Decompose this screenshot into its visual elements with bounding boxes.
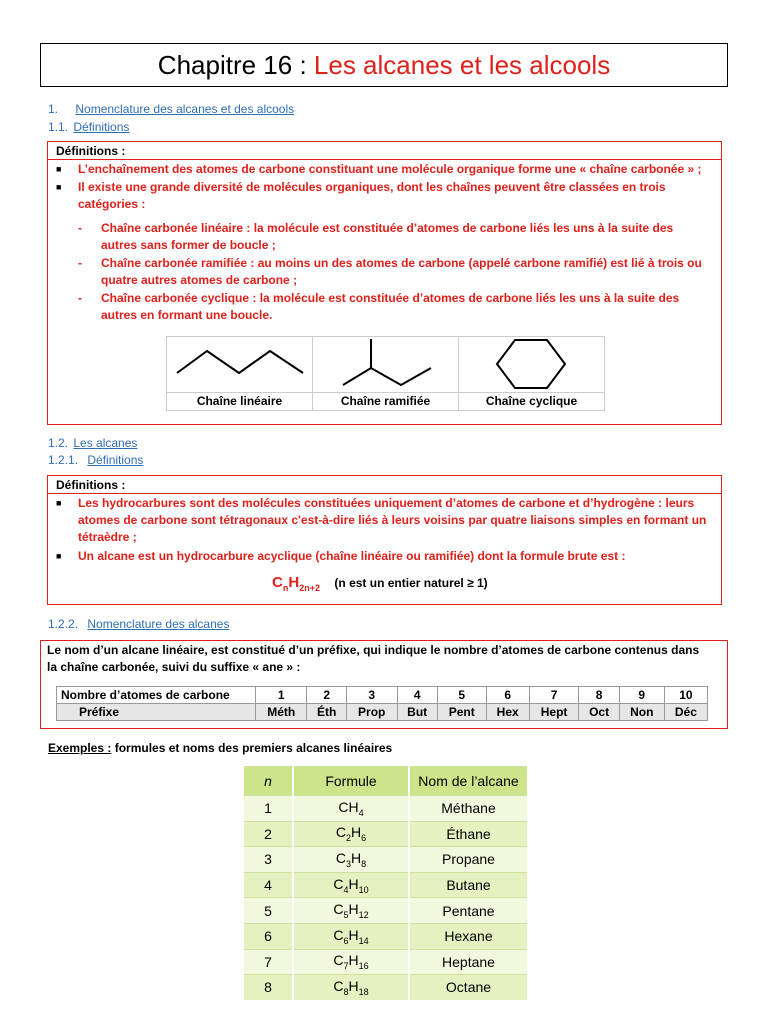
- formula-symbol: H: [348, 798, 359, 815]
- divider: [167, 392, 604, 393]
- n-cell: 7: [244, 949, 293, 975]
- formula-subscript: 16: [358, 961, 369, 972]
- def-text: autres en formant une boucle.: [101, 308, 273, 322]
- table-row: [244, 898, 527, 924]
- prefix-cell: Hept: [529, 704, 579, 721]
- formula-subscript: 4: [343, 884, 349, 895]
- formula-subscript: 6: [343, 935, 349, 946]
- prefix-table-row: [57, 704, 708, 721]
- formula-symbol: C: [335, 824, 346, 841]
- examples-text: formules et noms des premiers alcanes linéaires: [111, 741, 393, 755]
- name-cell: Octane: [409, 975, 527, 1000]
- n-cell: 2: [244, 821, 293, 847]
- bullet-icon: ■: [56, 164, 62, 174]
- bullet-icon: ■: [56, 551, 62, 561]
- name-cell: Heptane: [409, 949, 527, 975]
- section-label: Les alcanes: [73, 436, 138, 450]
- section-1-2-heading: [48, 436, 137, 451]
- section-number: 1.2.1.: [48, 453, 79, 467]
- name-cell: Hexane: [409, 923, 527, 949]
- prefix-cell: Méth: [256, 704, 307, 721]
- formula-cell: [293, 923, 409, 949]
- formula-symbol: C: [333, 901, 344, 918]
- carbon-count-cell: 10: [664, 687, 707, 704]
- table-row: [244, 796, 527, 822]
- carbon-count-cell: 8: [579, 687, 619, 704]
- prefix-table-row: [57, 687, 708, 704]
- formula-symbol: H: [288, 574, 300, 591]
- n-cell: 3: [244, 847, 293, 873]
- nomenclature-text: la chaîne carbonée, suivi du suffixe « ane » :: [47, 660, 301, 674]
- formula-subscript: 5: [343, 910, 349, 921]
- n-cell: 4: [244, 872, 293, 898]
- header-formula: Formule: [293, 767, 409, 796]
- row-label: [57, 704, 256, 721]
- formula-symbol: H: [348, 978, 359, 995]
- def-text: catégories :: [78, 197, 146, 211]
- section-label: Nomenclature des alcanes: [87, 617, 230, 631]
- nomenclature-box: [40, 640, 728, 729]
- name-cell: Éthane: [409, 821, 527, 847]
- n-cell: 8: [244, 975, 293, 1000]
- hydrocarbon-term: Les hydrocarbures: [78, 496, 187, 510]
- bullet-icon: ■: [56, 182, 62, 192]
- formula-subscript: 8: [343, 986, 349, 997]
- def-text: Il existe une grande diversité de molécules organiques, dont les chaînes peuvent être classées en trois: [78, 180, 666, 194]
- row-label: Nombre d’atomes de carbone: [57, 687, 256, 704]
- prefix-table: [56, 686, 708, 721]
- linear-chain-caption: Chaîne linéaire: [196, 394, 283, 408]
- cyclic-chain-icon: [459, 337, 604, 392]
- formula-symbol: H: [348, 952, 359, 969]
- n-cell: 6: [244, 923, 293, 949]
- formula-symbol: C: [333, 952, 344, 969]
- section-number: 1.1.: [48, 120, 69, 134]
- def-text: tétraèdre ;: [78, 530, 137, 544]
- dash-icon: -: [78, 291, 82, 305]
- section-1-2-2-heading: [48, 617, 229, 632]
- def-text: quatre autres atomes de carbone ;: [101, 273, 298, 287]
- prefix-cell: Prop: [346, 704, 397, 721]
- alkanes-table: [244, 766, 527, 1000]
- section-label: Définitions: [87, 453, 144, 467]
- formula-symbol: H: [351, 850, 362, 867]
- prefix-cell: Oct: [579, 704, 619, 721]
- formula-subscript: 12: [358, 910, 369, 921]
- carbon-count-cell: 5: [437, 687, 486, 704]
- def-text: atomes de carbone sont tétragonaux c'est-à-dire liés à leurs voisins par quatre liaisons simples en formant un: [78, 513, 707, 527]
- section-number: 1.2.2.: [48, 617, 79, 631]
- formula-note: (n est un entier naturel ≥ 1): [334, 576, 488, 590]
- def-text: L’enchaînement des atomes de carbone constituant une molécule organique forme une « chaîne carbonée » ;: [78, 162, 702, 176]
- carbon-count-cell: 7: [529, 687, 579, 704]
- formula-subscript: 7: [343, 961, 349, 972]
- formula-cell: [293, 872, 409, 898]
- formula-subscript: 4: [358, 807, 364, 818]
- prefix-cell: Pent: [437, 704, 486, 721]
- section-1-heading: [48, 102, 294, 117]
- divider: [48, 493, 721, 494]
- def-text: Chaîne carbonée cyclique : la molécule est constituée d’atomes de carbone liés les uns à la suite des: [101, 291, 680, 305]
- table-row: [244, 975, 527, 1000]
- chain-illustration-table: [166, 336, 605, 411]
- prefix-cell: Non: [619, 704, 664, 721]
- linear-chain-icon: [167, 337, 312, 392]
- formula-subscript: 14: [358, 935, 369, 946]
- table-row: [244, 949, 527, 975]
- bullet-icon: ■: [56, 498, 62, 508]
- carbon-count-cell: 9: [619, 687, 664, 704]
- alkanes-table-header: [244, 767, 527, 796]
- formula-symbol: C: [272, 574, 283, 591]
- def-text: Un alcane est un hydrocarbure acyclique (chaîne linéaire ou ramifiée) dont la formule brute est :: [78, 549, 626, 563]
- formula-cell: [293, 796, 409, 822]
- header-name: Nom de l’alcane: [409, 767, 527, 796]
- carbon-count-cell: 6: [486, 687, 529, 704]
- formula-symbol: H: [348, 875, 359, 892]
- chapter-number: Chapitre 16 :: [157, 50, 307, 80]
- table-row: [244, 821, 527, 847]
- def-text: autres sans former de boucle ;: [101, 238, 276, 252]
- definitions-box-alkanes: [47, 475, 722, 605]
- formula-subscript: 18: [358, 986, 369, 997]
- def-text: Chaîne carbonée linéaire : la molécule est constituée d’atomes de carbone liés les uns à la suite des: [101, 221, 674, 235]
- formula-symbol: H: [348, 901, 359, 918]
- formula-subscript: n: [282, 583, 289, 594]
- carbon-count-cell: 1: [256, 687, 307, 704]
- section-1-1-heading: [48, 120, 129, 135]
- def-text: Chaîne carbonée ramifiée : au moins un des atomes de carbone (appelé carbone ramifié) est lié à trois ou: [101, 256, 702, 270]
- formula-subscript: 2n+2: [299, 583, 320, 594]
- carbon-count-cell: 4: [397, 687, 437, 704]
- table-row: [244, 923, 527, 949]
- branched-chain-icon: [313, 337, 458, 392]
- branched-chain-caption: Chaîne ramifiée: [340, 394, 431, 408]
- box-heading: Définitions :: [56, 144, 126, 158]
- formula-cell: [293, 949, 409, 975]
- section-number: 1.: [48, 102, 59, 116]
- prefix-cell: Éth: [307, 704, 346, 721]
- formula-subscript: 3: [345, 858, 351, 869]
- examples-line: [48, 741, 392, 755]
- formula-subscript: 6: [361, 833, 367, 844]
- definitions-box-chains: [47, 141, 722, 425]
- formula-cell: [293, 821, 409, 847]
- name-cell: Butane: [409, 872, 527, 898]
- dash-icon: -: [78, 221, 82, 235]
- divider: [48, 159, 721, 160]
- def-text-part: sont des molécules constituées uniquement d’atomes de carbone et d’hydrogène : leurs: [186, 496, 695, 510]
- formula-symbol: H: [351, 824, 362, 841]
- section-label: Nomenclature des alcanes et des alcools: [75, 102, 295, 116]
- table-row: [244, 872, 527, 898]
- n-cell: 1: [244, 796, 293, 822]
- row-label-text: Préfixe: [79, 705, 120, 719]
- formula-symbol: H: [348, 926, 359, 943]
- formula-cell: [293, 847, 409, 873]
- prefix-cell: Déc: [664, 704, 707, 721]
- n-cell: 5: [244, 898, 293, 924]
- formula-cell: [293, 898, 409, 924]
- section-label: Définitions: [73, 120, 130, 134]
- chapter-title: [40, 43, 728, 87]
- formula-symbol: C: [338, 798, 349, 815]
- general-formula: [272, 574, 488, 593]
- section-1-2-1-heading: [48, 453, 143, 468]
- examples-label: Exemples :: [48, 741, 112, 755]
- formula-symbol: C: [333, 926, 344, 943]
- formula-subscript: 8: [361, 858, 367, 869]
- formula-cell: [293, 975, 409, 1000]
- formula-subscript: 2: [345, 833, 351, 844]
- table-row: [244, 847, 527, 873]
- prefix-cell: Hex: [486, 704, 529, 721]
- formula-subscript: 10: [358, 884, 369, 895]
- prefix-cell: But: [397, 704, 437, 721]
- name-cell: Pentane: [409, 898, 527, 924]
- formula-symbol: C: [333, 875, 344, 892]
- formula-symbol: C: [333, 978, 344, 995]
- name-cell: Propane: [409, 847, 527, 873]
- def-text: [78, 495, 694, 512]
- nomenclature-text: Le nom d’un alcane linéaire, est constitué d’un préfixe, qui indique le nombre d’atomes de carbone contenus dans: [47, 643, 700, 657]
- carbon-count-cell: 3: [346, 687, 397, 704]
- name-cell: Méthane: [409, 796, 527, 822]
- chapter-name: Les alcanes et les alcools: [313, 50, 611, 80]
- dash-icon: -: [78, 256, 82, 270]
- carbon-count-cell: 2: [307, 687, 346, 704]
- box-heading: Définitions :: [56, 478, 126, 492]
- cyclic-chain-caption: Chaîne cyclique: [485, 394, 578, 408]
- header-n: n: [244, 767, 293, 796]
- formula-symbol: C: [335, 850, 346, 867]
- section-number: 1.2.: [48, 436, 69, 450]
